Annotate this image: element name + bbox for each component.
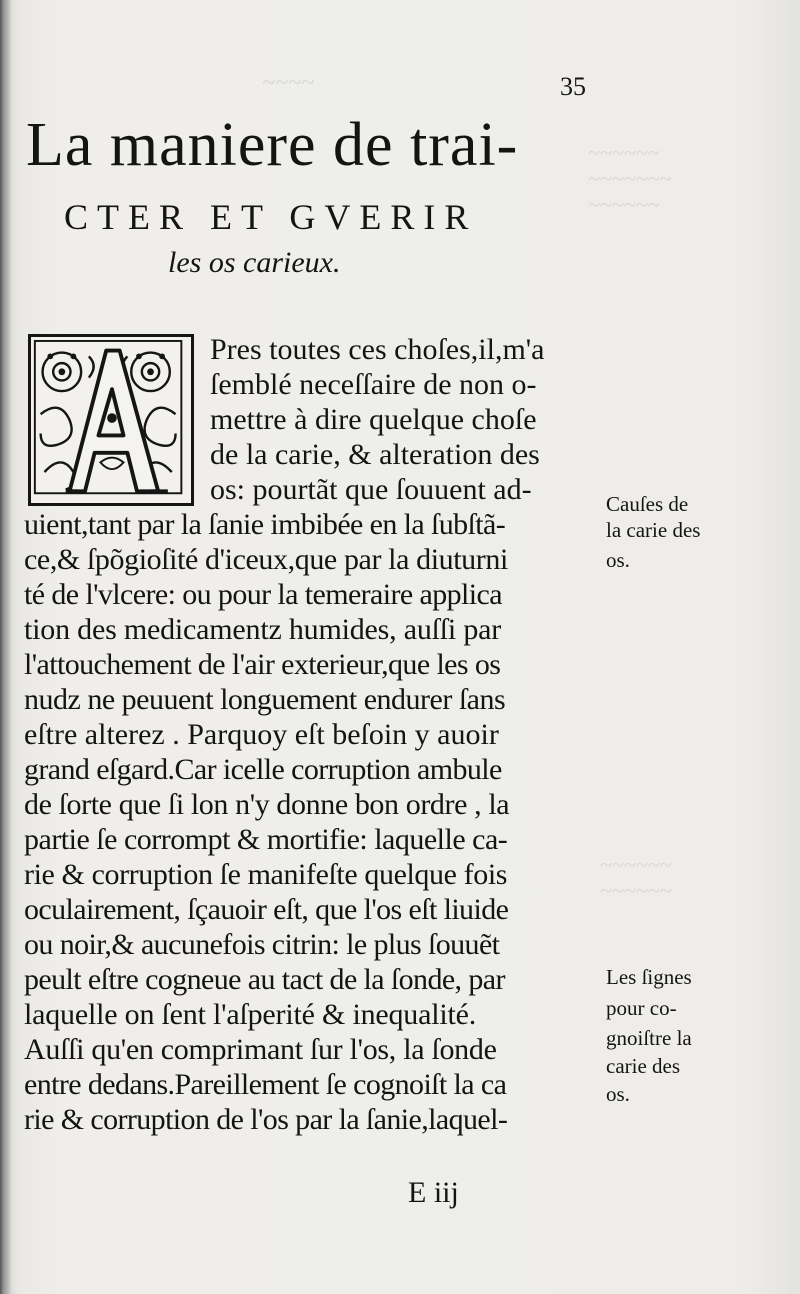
text-line: tion des medicamentz humides, auſſi par (24, 613, 502, 646)
text-line: Pres toutes ces choſes,il,m'a (210, 333, 545, 366)
text-line: ou noir,& aucunefois citrin: le plus ſouuẽt (24, 928, 500, 961)
page-number: 35 (560, 72, 586, 101)
text-line: té de l'vlcere: ou pour la temeraire applica (24, 578, 502, 611)
text-line: uient,tant par la ſanie imbibée en la ſubſtã- (24, 508, 506, 541)
text-line: ſemblé neceſſaire de non o- (210, 368, 537, 401)
text-line: l'attouchement de l'air exterieur,que les os (24, 648, 501, 681)
margin-note-line: os. (606, 1082, 630, 1106)
margin-note-line: carie des (606, 1054, 681, 1078)
text-line: rie & corruption de l'os par la ſanie,laquel- (24, 1103, 508, 1136)
text-line: laquelle on ſent l'aſperité & inequalité. (24, 998, 477, 1031)
text-line: os: pourtãt que ſouuent ad- (210, 473, 532, 506)
text-line: ce,& ſpõgioſité d'iceux,que par la diuturni (24, 543, 508, 576)
margin-note-line: os. (606, 548, 630, 572)
text-line: eſtre alterez . Parquoy eſt beſoin y auoir (24, 718, 499, 751)
text-line: nudz ne peuuent longuement endurer ſans (24, 683, 506, 716)
ornamental-initial-a-icon (31, 337, 191, 503)
bleed-through-mark: ~~~~~~ ~~~~~~~ ~~~~~~ (588, 140, 672, 217)
text-line: de ſorte que ſi lon n'y donne bon ordre , la (24, 788, 510, 821)
margin-note-line: pour co- (606, 996, 677, 1020)
margin-note-line: gnoiſtre la (606, 1026, 692, 1050)
text-line: grand eſgard.Car icelle corruption ambule (24, 753, 502, 786)
text-line: de la carie, & alteration des (210, 438, 540, 471)
margin-note-line: la carie des (606, 518, 701, 542)
binding-shadow (0, 0, 12, 1294)
margin-note-line: Les ſignes (606, 965, 692, 989)
chapter-title-line-3: les os carieux. (168, 246, 341, 279)
text-line: rie & corruption ſe manifeſte quelque fois (24, 858, 508, 891)
text-line: Auſſi qu'en comprimant ſur l'os, la ſonde (24, 1033, 497, 1066)
text-line: oculairement, ſçauoir eſt, que l'os eſt liuide (24, 893, 509, 926)
text-line: peult eſtre cogneue au tact de la ſonde, par (24, 963, 505, 996)
text-line: entre dedans.Pareillement ſe cognoiſt la ca (24, 1068, 507, 1101)
text-line: mettre à dire quelque choſe (210, 403, 537, 436)
decorated-initial (28, 334, 194, 506)
text-line: partie ſe corrompt & mortifie: laquelle ca- (24, 823, 508, 856)
bleed-through-mark: ~~~~ (262, 70, 314, 96)
chapter-title-line-1: La maniere de trai- (26, 111, 519, 179)
bleed-through-mark: ~~~~~~ ~~~~~~ (600, 852, 672, 903)
margin-note-line: Cauſes de (606, 492, 689, 516)
signature-mark: E iij (408, 1176, 459, 1209)
chapter-title-line-2: CTER ET GVERIR (64, 197, 478, 237)
